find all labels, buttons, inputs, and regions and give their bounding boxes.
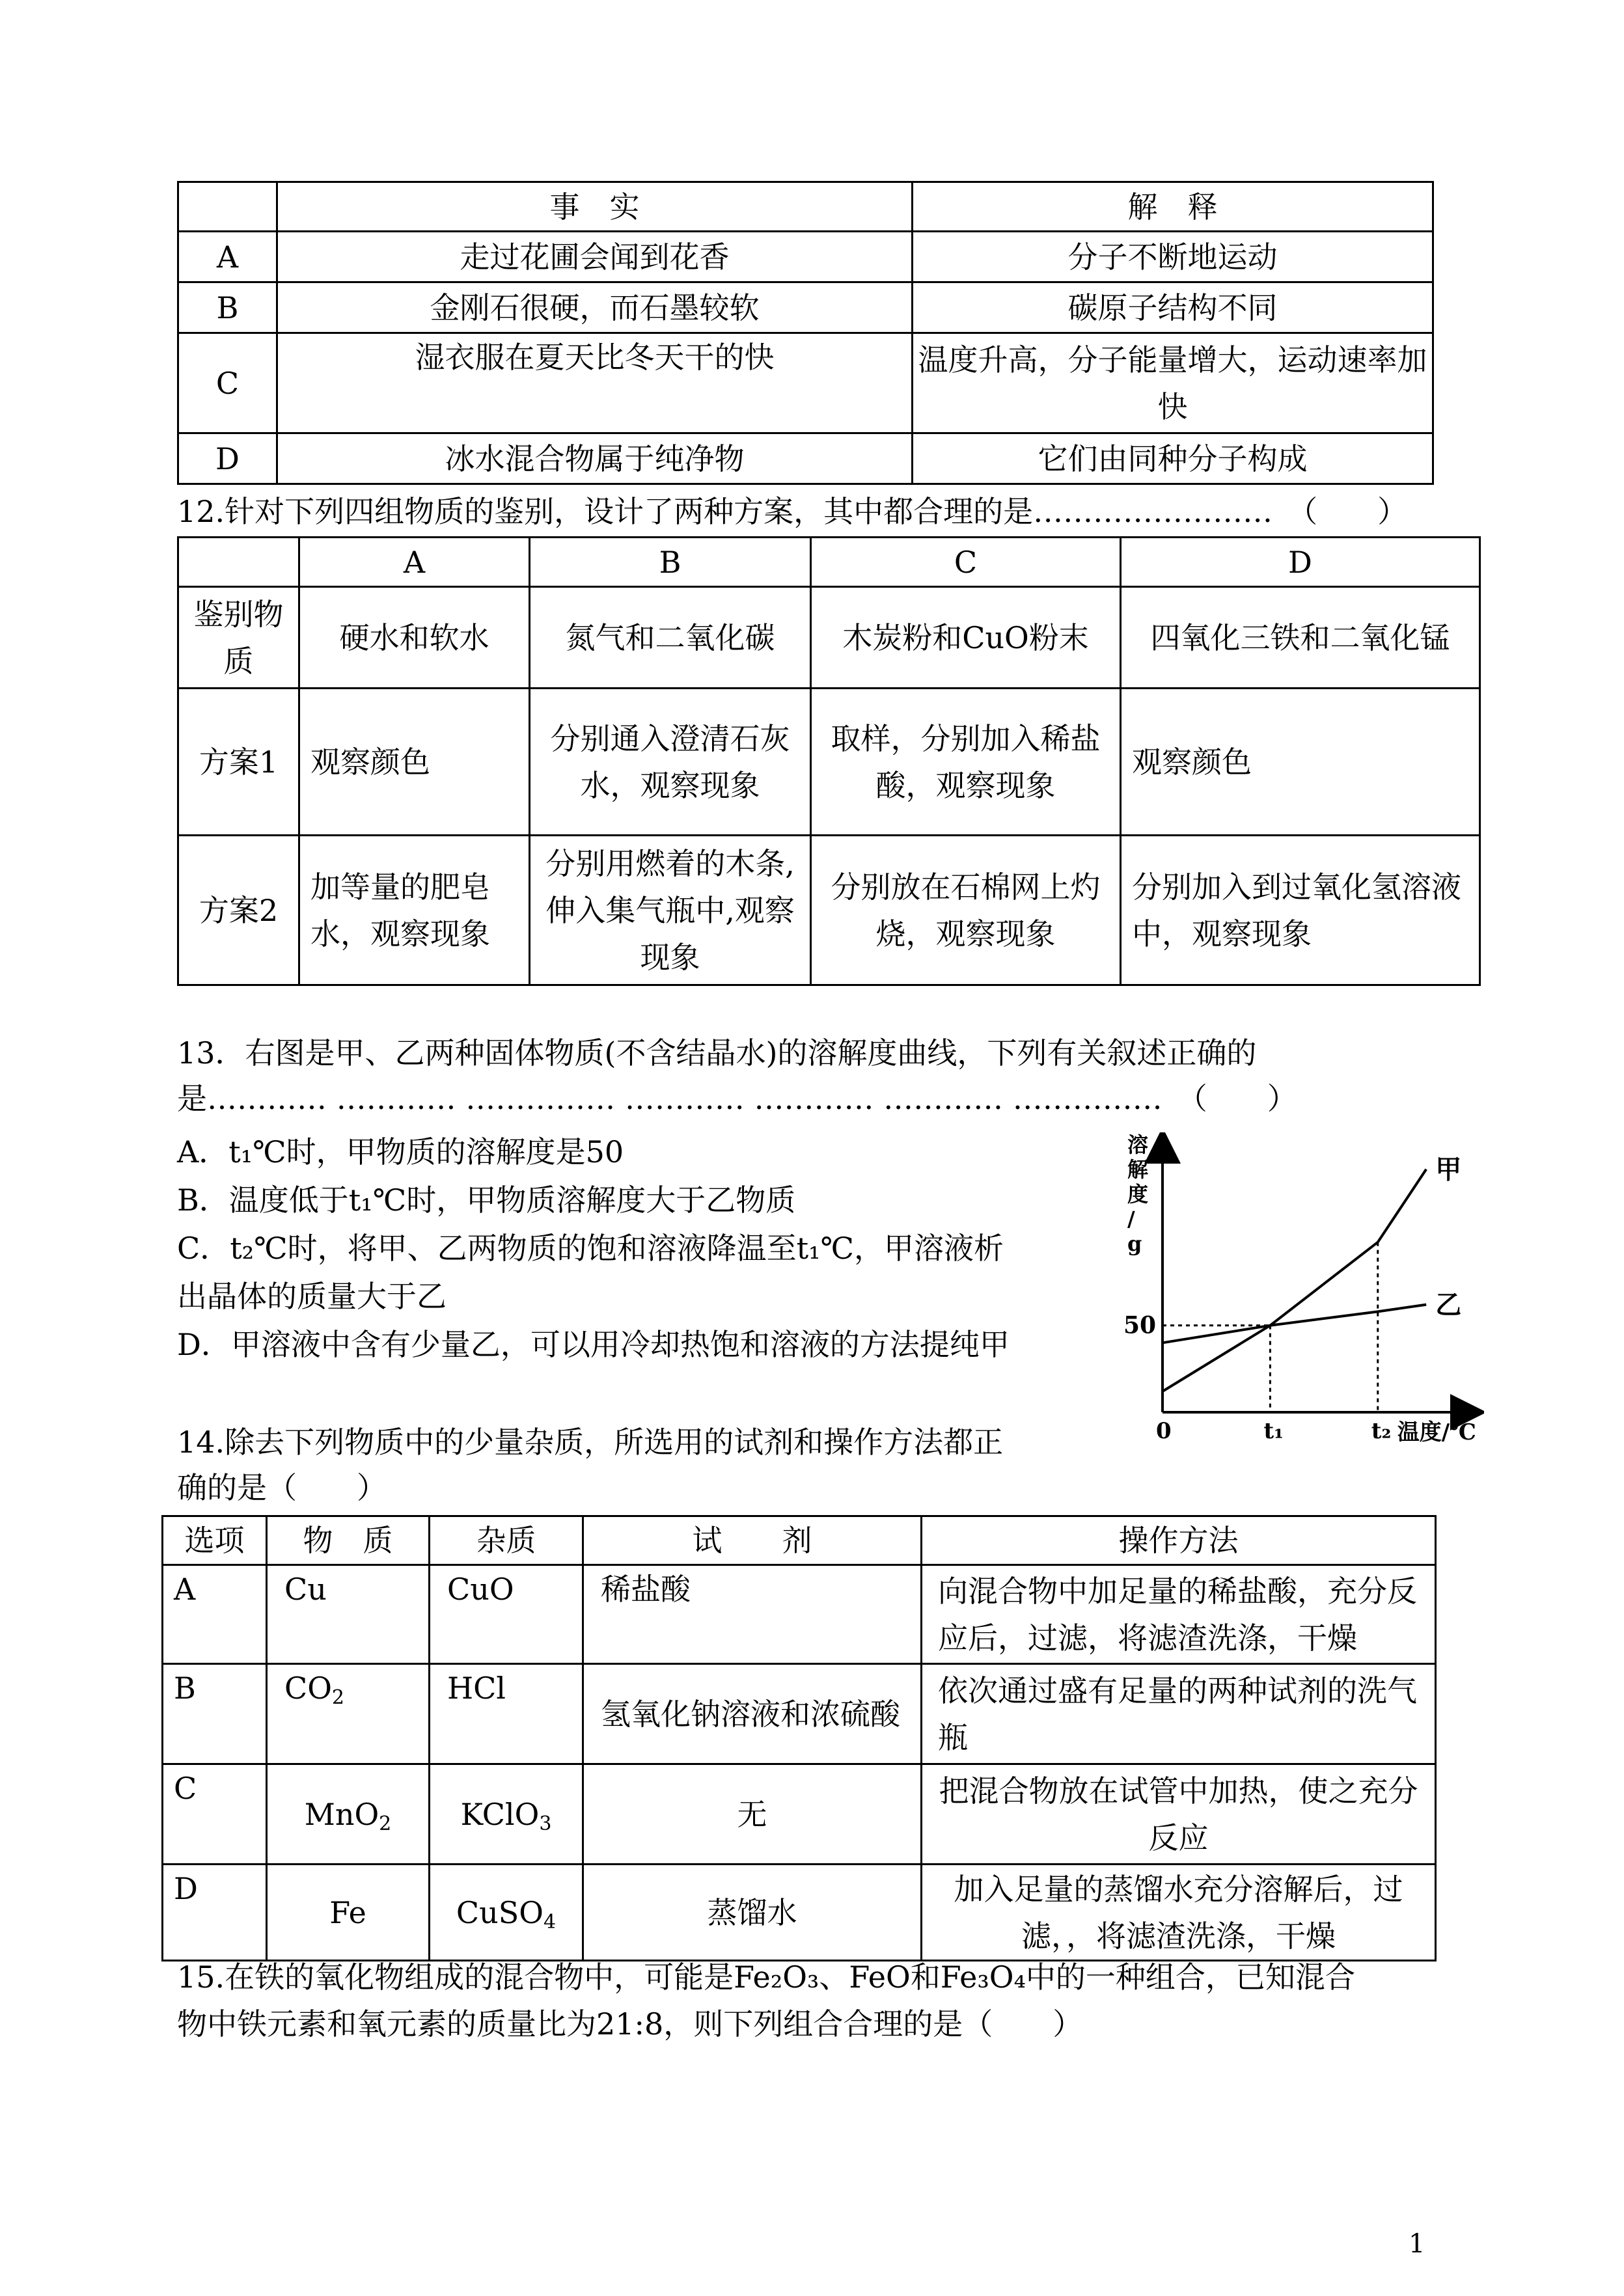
chart-labels bbox=[1123, 1132, 1476, 1445]
table-cell: B bbox=[178, 282, 277, 333]
option-c-cont: 出晶体的质量大于乙 bbox=[177, 1279, 447, 1314]
option-a: A．t₁℃时，甲物质的溶解度是50 bbox=[177, 1134, 624, 1169]
page-number: 1 bbox=[1409, 2229, 1425, 2259]
row-label-cell: 鉴别物质 bbox=[178, 587, 299, 689]
table-cell: 依次通过盛有足量的两种试剂的洗气瓶 bbox=[922, 1664, 1436, 1764]
table-cell: 温度升高，分子能量增大，运动速率加快 bbox=[913, 333, 1433, 433]
table-cell: 氮气和二氧化碳 bbox=[530, 587, 811, 689]
table-header-cell: 操作方法 bbox=[922, 1516, 1436, 1565]
table-cell: 走过花圃会闻到花香 bbox=[277, 232, 913, 282]
table-cell: 稀盐酸 bbox=[583, 1565, 922, 1664]
table-cell: 蒸馏水 bbox=[583, 1865, 922, 1961]
option-c: C．t₂℃时，将甲、乙两物质的饱和溶液降温至t₁℃，甲溶液析 bbox=[177, 1231, 1004, 1266]
table-cell: 取样，分别加入稀盐酸，观察现象 bbox=[811, 689, 1121, 836]
question-15-stem: 15.在铁的氧化物组成的混合物中，可能是Fe₂O₃、FeO和Fe₃O₄中的一种组合，已知混合 bbox=[177, 1960, 1355, 1995]
table-cell: 分别加入到过氧化氢溶液中，观察现象 bbox=[1121, 836, 1480, 985]
table-cell: 向混合物中加足量的稀盐酸，充分反应后，过滤，将滤渣洗涤，干燥 bbox=[922, 1565, 1436, 1664]
table-cell: D bbox=[163, 1865, 267, 1961]
fact-explanation-table bbox=[177, 181, 1434, 485]
x-tick-label: 0 bbox=[1156, 1418, 1172, 1444]
table-header-cell bbox=[178, 538, 299, 587]
y-tick-label: 50 bbox=[1123, 1311, 1157, 1339]
table-cell: 分别用燃着的木条,伸入集气瓶中,观察现象 bbox=[530, 836, 811, 985]
table-cell: A bbox=[178, 232, 277, 282]
question-15-stem-cont: 物中铁元素和氧元素的质量比为21:8，则下列组合合理的是（ ） bbox=[177, 2006, 1083, 2042]
question-12-stem: 12.针对下列四组物质的鉴别，设计了两种方案，其中都合理的是…………………… （ ） bbox=[177, 494, 1408, 529]
table-cell: 硬水和软水 bbox=[299, 587, 530, 689]
chart-axes bbox=[1163, 1145, 1468, 1412]
table-cell: KClO$_3$ bbox=[430, 1764, 583, 1865]
curve-yi bbox=[1163, 1305, 1426, 1343]
table-cell: C bbox=[163, 1764, 267, 1865]
table-cell: MnO$_2$ bbox=[267, 1764, 430, 1865]
table-cell: D bbox=[178, 433, 277, 484]
table-cell: 氢氧化钠溶液和浓硫酸 bbox=[583, 1664, 922, 1764]
question-13-stem-cont: 是………… ………… …………… ………… ………… ………… …………… （ ） bbox=[177, 1081, 1297, 1116]
table-cell: A bbox=[163, 1565, 267, 1664]
table-cell: Fe bbox=[267, 1865, 430, 1961]
table-cell: 金刚石很硬，而石墨较软 bbox=[277, 282, 913, 333]
table-cell: $CO_2$ bbox=[267, 1664, 430, 1764]
series-label: 甲 bbox=[1435, 1154, 1462, 1185]
table-header-cell: B bbox=[530, 538, 811, 587]
row-label-cell: 方案1 bbox=[178, 689, 299, 836]
table-cell: 观察颜色 bbox=[299, 689, 530, 836]
table-cell: 把混合物放在试管中加热，使之充分反应 bbox=[922, 1764, 1436, 1865]
table-header-cell: 杂质 bbox=[430, 1516, 583, 1565]
curve-jia bbox=[1163, 1169, 1426, 1391]
question-14-stem-cont: 确的是（ ） bbox=[177, 1470, 387, 1505]
table-cell: CuSO$_4$ bbox=[430, 1865, 583, 1961]
y-axis-label: 溶解度/ g bbox=[1127, 1132, 1149, 1256]
table-header-cell: 物 质 bbox=[267, 1516, 430, 1565]
table-cell: 冰水混合物属于纯净物 bbox=[277, 433, 913, 484]
table-header-cell: D bbox=[1121, 538, 1480, 587]
table-header-cell: A bbox=[299, 538, 530, 587]
table-cell: 无 bbox=[583, 1764, 922, 1865]
table-cell: 四氧化三铁和二氧化锰 bbox=[1121, 587, 1480, 689]
row-label-cell: 方案2 bbox=[178, 836, 299, 985]
table-cell: 加入足量的蒸馏水充分溶解后，过滤，，将滤渣洗涤，干燥 bbox=[922, 1865, 1436, 1961]
x-tick-label: t₂ bbox=[1371, 1418, 1392, 1444]
x-tick-label: t₁ bbox=[1263, 1418, 1284, 1444]
identification-table bbox=[177, 536, 1481, 986]
question-13-stem: 13．右图是甲、乙两种固体物质(不含结晶水)的溶解度曲线，下列有关叙述正确的 bbox=[177, 1035, 1257, 1071]
table-header-cell: C bbox=[811, 538, 1121, 587]
table-cell: 分子不断地运动 bbox=[913, 232, 1433, 282]
table-header-cell bbox=[178, 182, 277, 232]
table-cell: 观察颜色 bbox=[1121, 689, 1480, 836]
table-cell: 它们由同种分子构成 bbox=[913, 433, 1433, 484]
series-label: 乙 bbox=[1435, 1289, 1462, 1320]
table-header-cell: 试 剂 bbox=[583, 1516, 922, 1565]
x-axis-label: 温度/℃ bbox=[1397, 1419, 1476, 1445]
table-header-cell: 解 释 bbox=[913, 182, 1433, 232]
table-cell: Cu bbox=[267, 1565, 430, 1664]
option-d: D．甲溶液中含有少量乙，可以用冷却热饱和溶液的方法提纯甲 bbox=[177, 1327, 1010, 1362]
question-14-stem: 14.除去下列物质中的少量杂质，所选用的试剂和操作方法都正 bbox=[177, 1425, 1004, 1460]
table-cell: B bbox=[163, 1664, 267, 1764]
table-cell: 湿衣服在夏天比冬天干的快 bbox=[277, 333, 913, 433]
table-cell: 木炭粉和CuO粉末 bbox=[811, 587, 1121, 689]
table-cell: HCl bbox=[430, 1664, 583, 1764]
table-header-cell: 事 实 bbox=[277, 182, 913, 232]
table-cell: 分别通入澄清石灰水，观察现象 bbox=[530, 689, 811, 836]
table-cell: CuO bbox=[430, 1565, 583, 1664]
table-cell: 分别放在石棉网上灼烧，观察现象 bbox=[811, 836, 1121, 985]
table-cell: 加等量的肥皂水，观察现象 bbox=[299, 836, 530, 985]
solubility-curve-chart bbox=[1120, 1132, 1484, 1445]
table-cell: C bbox=[178, 333, 277, 433]
chart-curves bbox=[1163, 1169, 1426, 1391]
option-b: B．温度低于t₁℃时，甲物质溶解度大于乙物质 bbox=[177, 1182, 796, 1218]
table-cell: 碳原子结构不同 bbox=[913, 282, 1433, 333]
table-header-cell: 选项 bbox=[163, 1516, 267, 1565]
impurity-removal-table bbox=[161, 1515, 1437, 1961]
